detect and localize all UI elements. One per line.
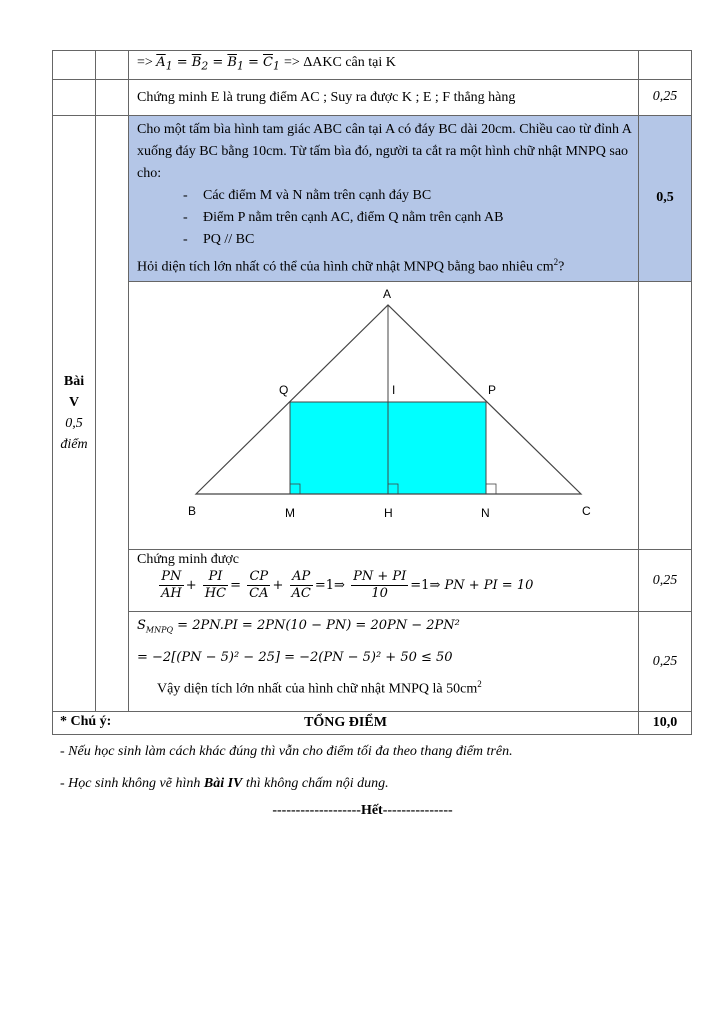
row-e-text: Chứng minh E là trung điểm AC ; Suy ra được K ; E ; F thẳng hàng — [137, 89, 516, 105]
label-i: I — [392, 383, 396, 398]
label-q: Q — [279, 383, 289, 398]
bullet-3: - PQ // BC — [137, 229, 632, 251]
cell-empty — [53, 51, 96, 80]
label-b: B — [188, 504, 197, 519]
problem-statement — [129, 115, 639, 282]
total-value: 10,0 — [639, 712, 692, 735]
proof-2 — [129, 612, 639, 712]
proof-2-conclusion: Vậy diện tích lớn nhất của hình chữ nhật MNPQ là $50cm^2$ — [157, 678, 482, 697]
proof-1-title: Chứng minh được — [137, 552, 239, 568]
angle-eq: $\overline{A}_1 = \overline{B}_2 = \overline{B}_1 = \overline{C}_1$ — [156, 55, 280, 73]
problem-intro: Cho một tấm bìa hình tam giác ABC cân tại A có đáy BC dài 20cm. Chiều cao từ đỉnh A xuống đáy BC bằng 10cm. Từ tấm bìa đó, người ta cắt ra một hình chữ nhật MNPQ sao cho: — [137, 121, 632, 181]
bai-v-label: Bài V 0,5 điểm — [53, 115, 96, 712]
notes-title: * Chú ý: — [60, 714, 112, 729]
bullet-1: - Các điểm M và N nằm trên cạnh đáy BC — [137, 185, 632, 207]
question: Hỏi diện tích lớn nhất có thể của hình chữ nhật MNPQ bằng bao nhiêu $cm^2$? — [137, 256, 565, 275]
row-akc — [129, 51, 639, 80]
cell-empty — [639, 282, 692, 550]
cell-empty — [639, 51, 692, 80]
proof-1-equation: $\frac{PN}{AH}$ + $\frac{PI}{HC}$ = $\frac{CP}{CA}$ + $\frac{AP}{AC}$ =1⇒ $\frac{PN + PI}{10}$ =1⇒ PN + PI = 10 — [161, 569, 534, 602]
end-marker: -------------------Hết--------------- — [272, 803, 453, 818]
cell-empty — [96, 79, 129, 115]
cell-empty — [96, 51, 129, 80]
label-a: A — [383, 287, 392, 302]
triangle-figure — [129, 282, 636, 544]
proof-2-line-2: = −2[(PN − 5)² − 25] = −2(PN − 5)² + 50 ≤ 50 — [137, 649, 453, 665]
cell-empty — [96, 115, 129, 712]
arrow-lead: => — [137, 55, 153, 70]
notes — [60, 712, 700, 806]
score-proof-1: 0,25 — [639, 550, 692, 612]
score-proof-2: 0,25 — [639, 612, 692, 712]
proof-1 — [129, 550, 639, 612]
arrow: => — [283, 55, 300, 70]
total-label: TỔNG ĐIỂM — [53, 712, 639, 735]
note-1: - Nếu học sinh làm cách khác đúng thì vẫn cho điểm tối đa theo thang điểm trên. — [60, 744, 513, 759]
label-h: H — [384, 506, 393, 521]
triangle-akc: ΔAKC cân tại K — [303, 55, 396, 70]
score-problem: 0,5 — [639, 115, 692, 282]
proof-2-line-1: $S_{MNPQ} = 2PN.PI = 2PN(10 - PN) = 20PN - 2PN^2$ — [137, 618, 460, 635]
label-n: N — [481, 506, 490, 521]
bullet-2: - Điểm P nằm trên cạnh AC, điểm Q nằm trên cạnh AB — [137, 207, 632, 229]
label-c: C — [582, 504, 591, 519]
label-m: M — [285, 506, 295, 521]
score-e: 0,25 — [639, 79, 692, 115]
label-p: P — [488, 383, 497, 398]
cell-empty — [53, 79, 96, 115]
right-angle-n — [486, 484, 496, 494]
note-2: - Học sinh không vẽ hình Bài IV thì không chấm nội dung. — [60, 776, 389, 791]
row-e — [129, 79, 639, 115]
grading-table — [52, 50, 692, 735]
figure-cell — [129, 282, 639, 550]
